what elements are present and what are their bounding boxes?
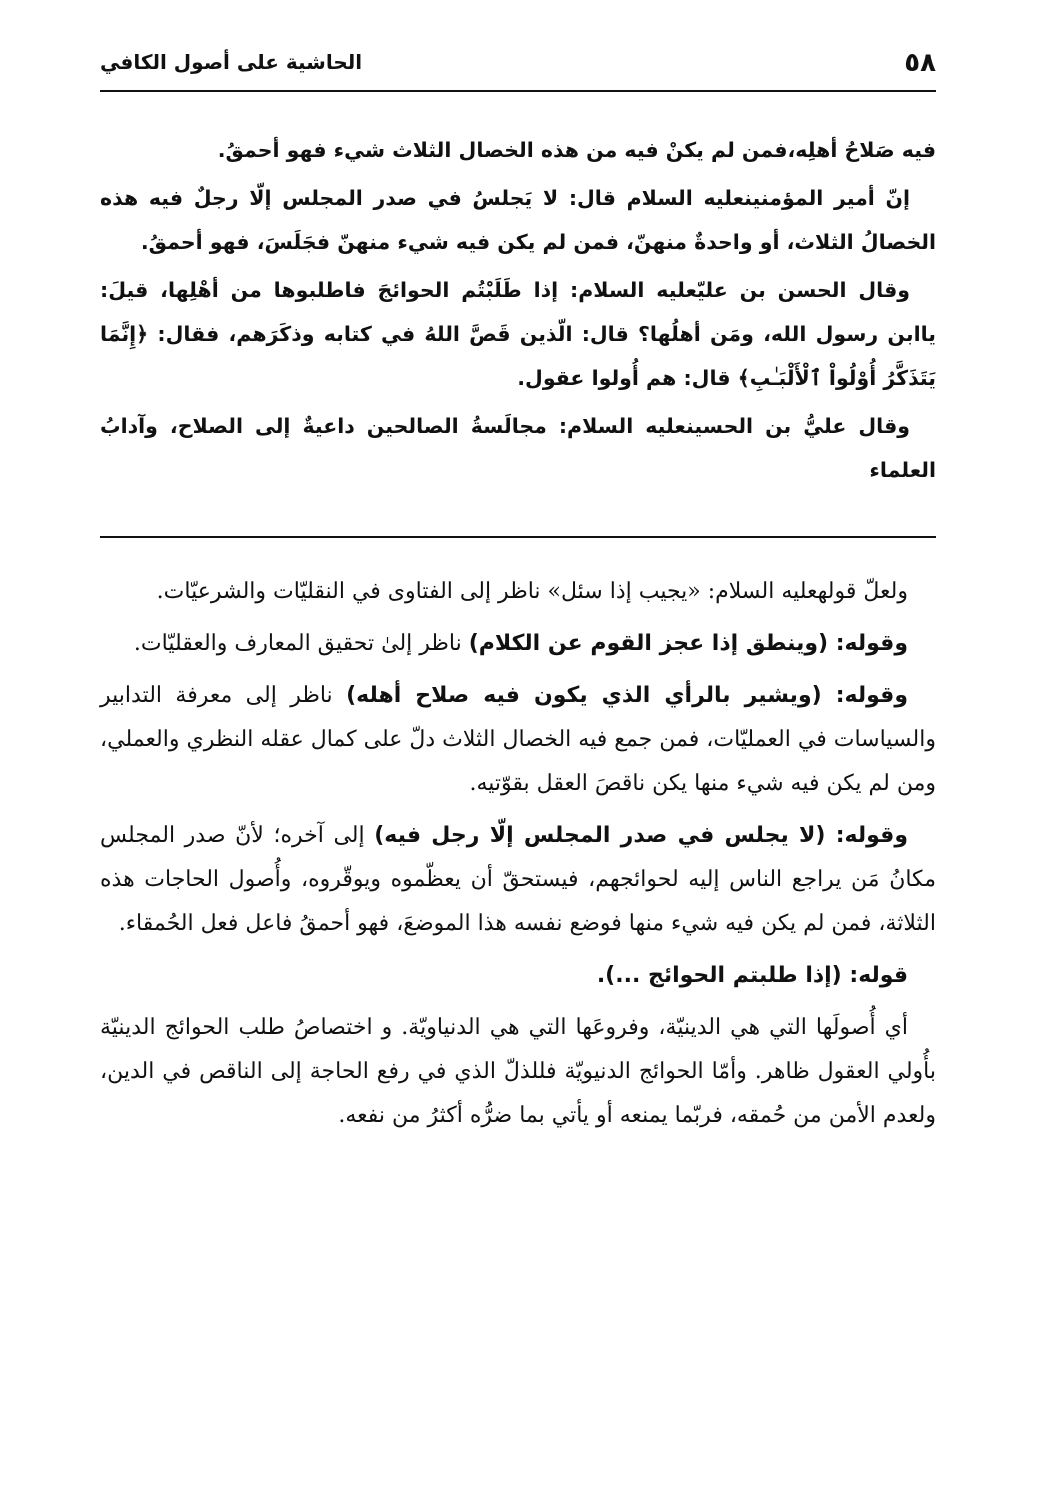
commentary-paragraph (100, 814, 936, 946)
hadith-paragraph: وقال الحسن بن عليّعليه السلام: إذا طَلَبْتُم الحوائجَ فاطلبوها من أهْلِها، قيلَ: ياابن رسول الله، ومَن أهلُها؟ قال: الّذين قَصَّ اللهُ في كتابه وذكَرَهم، فقال: ﴿إِنَّمَا يَتَذَكَّرُ أُوْلُواْ ٱلْأَلْبَـٰبِ﴾ قال: هم أُولوا عقول. (100, 278, 936, 390)
commentary-paragraph (100, 674, 936, 806)
page-header (100, 44, 936, 96)
commentary-paragraph (100, 954, 936, 998)
commentary-paragraph: أي أُصولَها التي هي الدينيّة، وفروعَها التي هي الدنياويّة. و اختصاصُ طلب الحوائج الدينيّة بأُولي العقول ظاهر. وأمّا الحوائج الدنيويّة فللذلّ الذي في رفع الحاجة إلى الناقص في الدين، ولعدم الأمن من حُمقه، فربّما يمنعه أو يأتي بما ضرُّه أكثرُ من نفعه. (100, 1015, 936, 1128)
commentary-lemma: وقوله: (لا يجلس في صدر المجلس إلّا رجل فيه) (374, 823, 908, 848)
header-divider (100, 90, 936, 92)
commentary-lemma: وقوله: (ويشير بالرأي الذي يكون فيه صلاح أهله) (346, 683, 909, 708)
commentary-divider (100, 536, 936, 538)
hadith-paragraph: فيه صَلاحُ أهلِه،فمن لم يكنْ فيه من هذه الخصال الثلاث شيء فهو أحمقُ. (217, 138, 936, 162)
hadith-text (100, 128, 936, 496)
commentary-paragraph (100, 622, 936, 666)
hadith-paragraph: إنّ أمير المؤمنينعليه السلام قال: لا يَجلسُ في صدر المجلس إلّا رجلٌ فيه هذه الخصالُ الثلاث، أو واحدةٌ منهنّ، فمن لم يكن فيه شيء منهنّ فجَلَسَ، فهو أحمقُ. (100, 186, 936, 254)
commentary-paragraph: ولعلّ قولهعليه السلام: «يجيب إذا سئل» ناظر إلى الفتاوى في النقليّات والشرعيّات. (156, 579, 908, 604)
hadith-paragraph: وقال عليُّ بن الحسينعليه السلام: مجالَسةُ الصالحين داعيةٌ إلى الصلاح، وآدابُ العلماء (100, 414, 936, 482)
commentary-text (100, 570, 936, 1146)
running-title: الحاشية على أصول الكافي (100, 50, 363, 74)
commentary-lemma: وقوله: (وينطق إذا عجز القوم عن الكلام) (468, 631, 908, 656)
commentary-body: إلى آخره؛ لأنّ صدر المجلس مكانُ مَن يراجع الناس إليه لحوائجهم، فيستحقّ أن يعظّموه ويوقّروه، وأُصول الحاجات هذه الثلاثة، فمن لم يكن فيه شيء منها فوضع نفسه هذا الموضعَ، فهو أحمقُ فاعل فعل الحُمقاء. (100, 823, 936, 936)
commentary-lemma: قوله: (إذا طلبتم الحوائج ...). (596, 963, 908, 988)
commentary-body: ناظر إلىٰ تحقيق المعارف والعقليّات. (133, 631, 469, 656)
page-number: ٥٨ (904, 48, 936, 78)
commentary-body: ناظر إلى معرفة التدابير والسياسات في العمليّات، فمن جمع فيه الخصال الثلاث دلّ على كمال عقله النظري والعملي، ومن لم يكن فيه شيء منها يكن ناقصَ العقل بقوّتيه. (100, 683, 936, 796)
